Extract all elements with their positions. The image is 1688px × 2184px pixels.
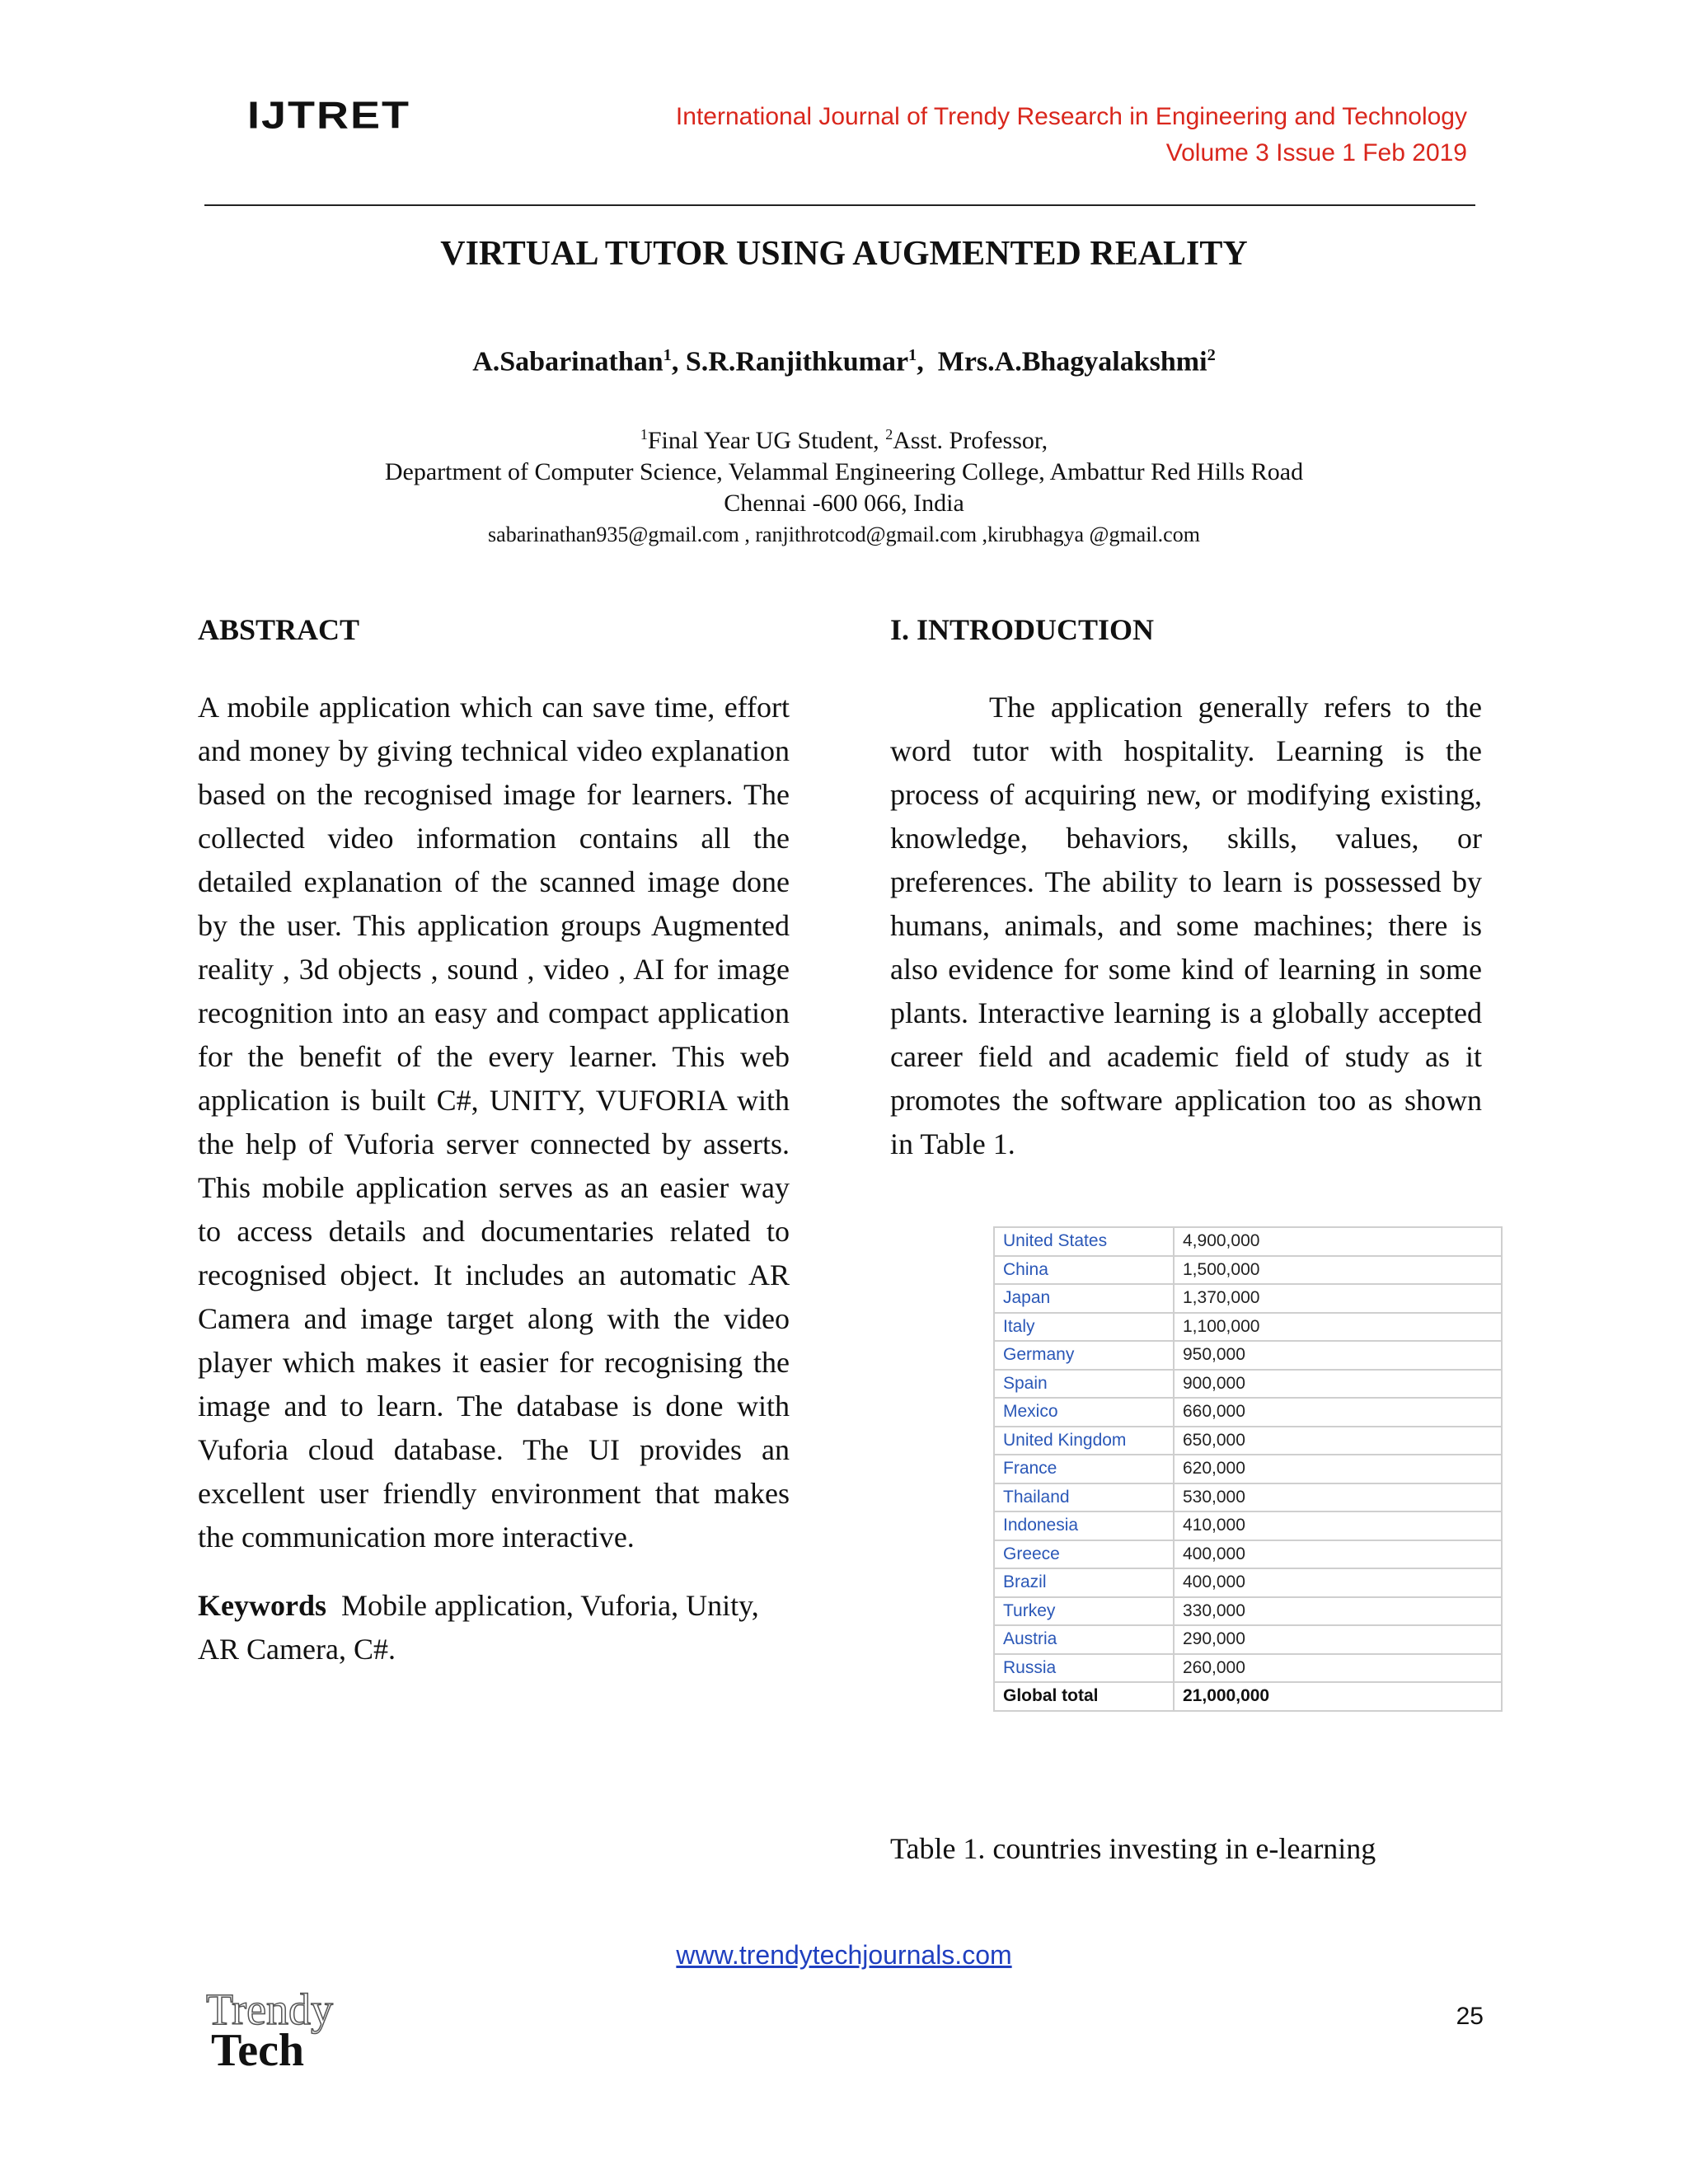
- country-cell: Brazil: [994, 1568, 1174, 1597]
- value-cell: 1,500,000: [1174, 1256, 1502, 1285]
- author-sup: 1: [908, 346, 917, 364]
- role-sup: 1: [640, 426, 648, 443]
- left-column: [198, 610, 790, 1671]
- country-cell: Italy: [994, 1313, 1174, 1342]
- author-sup: 1: [663, 346, 672, 364]
- table-row: [994, 1540, 1502, 1569]
- value-cell: 21,000,000: [1174, 1682, 1502, 1711]
- country-cell: Global total: [994, 1682, 1174, 1711]
- table-total-row: [994, 1682, 1502, 1711]
- value-cell: 290,000: [1174, 1625, 1502, 1654]
- abstract-heading: ABSTRACT: [198, 613, 360, 646]
- value-cell: 330,000: [1174, 1597, 1502, 1626]
- affiliation-dept: Department of Computer Science, Velammal Engineering College, Ambattur Red Hills Road: [384, 458, 1304, 485]
- paper-title: VIRTUAL TUTOR USING AUGMENTED REALITY: [440, 235, 1248, 273]
- value-cell: 950,000: [1174, 1341, 1502, 1370]
- introduction-text: The application generally refers to the word tutor with hospitality. Learning is the process of acquiring new, or modifying existing, knowledge, behaviors, skills, values, or preferences. The ability to learn is possessed by humans, animals, and some machines; there is also evidence for some kind of learning in some plants. Interactive learning is a globally accepted career field and academic field of study as it promotes the software application too as shown in Table 1.: [890, 691, 1482, 1160]
- table-row: [994, 1427, 1502, 1455]
- value-cell: 1,370,000: [1174, 1284, 1502, 1313]
- logo-line-tech: Tech: [211, 2025, 305, 2075]
- affiliation-roles: [0, 419, 1688, 457]
- journal-name: International Journal of Trendy Research in Engineering and Technology: [675, 103, 1467, 130]
- value-cell: 660,000: [1174, 1398, 1502, 1427]
- keywords: [198, 1584, 790, 1671]
- author-name: Mrs.A.Bhagyalakshmi: [937, 346, 1207, 377]
- author-name: A.Sabarinathan: [472, 346, 663, 377]
- logo-line-trendy: Trendy: [206, 1985, 334, 2034]
- right-column: [890, 610, 1482, 1166]
- country-cell: Indonesia: [994, 1511, 1174, 1540]
- country-cell: Turkey: [994, 1597, 1174, 1626]
- value-cell: 4,900,000: [1174, 1227, 1502, 1256]
- value-cell: 530,000: [1174, 1483, 1502, 1512]
- abstract-text: A mobile application which can save time, effort and money by giving technical video explanation based on the recognised image for learners. The collected video information contains all the detailed explanation of the scanned image done by the user. This application groups Augmented reality , 3d objects , sound , video , AI for image recognition into an easy and compact application for the benefit of the every learner. This web application is built C#, UNITY, VUFORIA with the help of Vuforia server connected by asserts. This mobile application serves as an easier way to access details and documentaries related to recognised object. It includes an automatic AR Camera and image target along with the video player which makes it easier for recognising the image and to learn. The database is done with Vuforia cloud database. The UI provides an excellent user friendly environment that makes the communication more interactive.: [198, 691, 790, 1554]
- table-row: [994, 1625, 1502, 1654]
- country-cell: United Kingdom: [994, 1427, 1174, 1455]
- author-name: S.R.Ranjithkumar: [685, 346, 909, 377]
- journal-header: [676, 99, 1467, 171]
- page-number: 25: [1456, 2003, 1484, 2030]
- keywords-label: Keywords: [198, 1589, 326, 1622]
- table-row: [994, 1654, 1502, 1683]
- country-cell: Thailand: [994, 1483, 1174, 1512]
- table-row: [994, 1568, 1502, 1597]
- header-rule: [204, 204, 1475, 206]
- country-cell: China: [994, 1256, 1174, 1285]
- author-list: A.Sabarinathan$^1$, S.R.Ranjithkumar$^1$, Mrs.A.Bhagyalakshmi$^2$: [472, 346, 1216, 377]
- table-row: [994, 1341, 1502, 1370]
- table-row: [994, 1370, 1502, 1399]
- keywords-text: Mobile application, Vuforia, Unity, AR Camera, C#.: [198, 1589, 759, 1666]
- country-cell: Austria: [994, 1625, 1174, 1654]
- table-row: [994, 1483, 1502, 1512]
- value-cell: 400,000: [1174, 1568, 1502, 1597]
- value-cell: 620,000: [1174, 1455, 1502, 1483]
- journal-volume: Volume 3 Issue 1 Feb 2019: [1165, 139, 1467, 166]
- country-cell: Mexico: [994, 1398, 1174, 1427]
- table-row: [994, 1284, 1502, 1313]
- table-row: [994, 1511, 1502, 1540]
- value-cell: 400,000: [1174, 1540, 1502, 1569]
- country-cell: Greece: [994, 1540, 1174, 1569]
- table-row: [994, 1313, 1502, 1342]
- author-emails: sabarinathan935@gmail.com , ranjithrotcod@gmail.com ,kirubhagya @gmail.com: [488, 523, 1200, 546]
- affiliation-city: Chennai -600 066, India: [724, 490, 964, 517]
- value-cell: 900,000: [1174, 1370, 1502, 1399]
- country-cell: Germany: [994, 1341, 1174, 1370]
- role-sup: 2: [885, 426, 893, 443]
- role-student: Final Year UG Student,: [647, 427, 886, 454]
- country-cell: Japan: [994, 1284, 1174, 1313]
- table-row: [994, 1256, 1502, 1285]
- affiliation-block: [0, 419, 1688, 551]
- journal-logo: IJTRET: [247, 94, 411, 137]
- table-row: [994, 1398, 1502, 1427]
- journal-url-link[interactable]: www.trendytechjournals.com: [676, 1940, 1012, 1970]
- country-cell: France: [994, 1455, 1174, 1483]
- role-professor: Asst. Professor,: [893, 427, 1048, 454]
- trendy-tech-logo: [204, 1985, 402, 2075]
- table-row: [994, 1455, 1502, 1483]
- table-row: [994, 1227, 1502, 1256]
- e-learning-table: [993, 1226, 1503, 1712]
- value-cell: 650,000: [1174, 1427, 1502, 1455]
- introduction-heading: I. INTRODUCTION: [890, 613, 1155, 646]
- value-cell: 1,100,000: [1174, 1313, 1502, 1342]
- author-sup: 2: [1207, 346, 1216, 364]
- table-caption: Table 1. countries investing in e-learning: [890, 1832, 1376, 1865]
- table-row: [994, 1597, 1502, 1626]
- country-cell: United States: [994, 1227, 1174, 1256]
- country-cell: Spain: [994, 1370, 1174, 1399]
- value-cell: 410,000: [1174, 1511, 1502, 1540]
- country-cell: Russia: [994, 1654, 1174, 1683]
- value-cell: 260,000: [1174, 1654, 1502, 1683]
